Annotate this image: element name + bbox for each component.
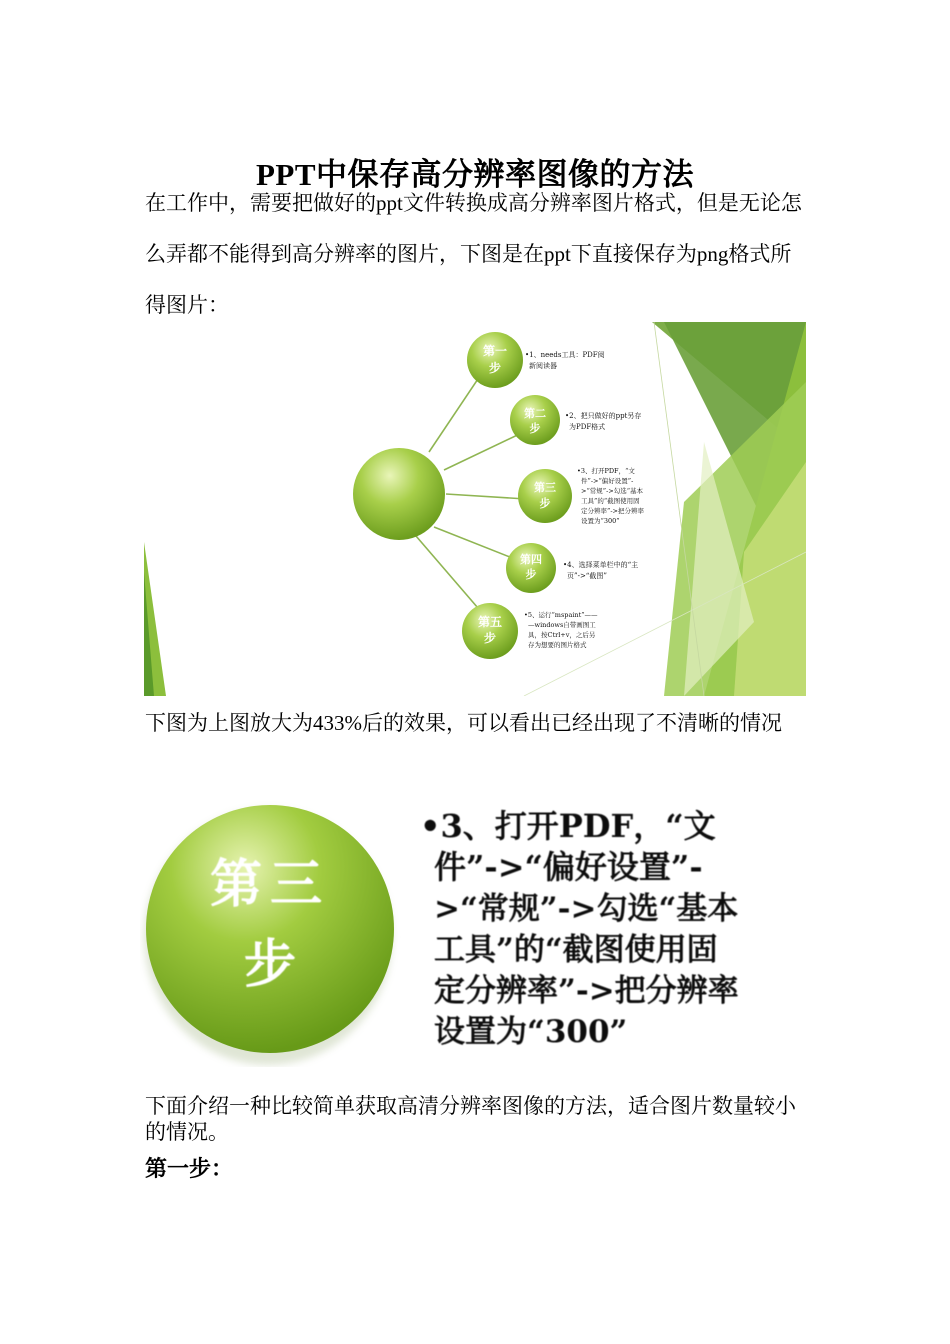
svg-text:•3、打开PDF，“文: •3、打开PDF，“文 (420, 807, 716, 845)
svg-text:步: 步 (483, 631, 497, 645)
svg-text:工具”的“截图使用固: 工具”的“截图使用固 (434, 932, 718, 968)
svg-text:•4、选择菜单栏中的“主: •4、选择菜单栏中的“主 (563, 561, 639, 569)
svg-text:第五: 第五 (477, 615, 503, 629)
svg-text:•2、把只做好的ppt另存: •2、把只做好的ppt另存 (565, 412, 642, 420)
zoomed-circle-label-1: 第三 (209, 854, 331, 915)
step-node-1 (467, 332, 523, 388)
slide-diagram (144, 322, 806, 696)
step-node-2 (510, 395, 560, 445)
svg-text:设置为“300”: 设置为“300” (434, 1014, 628, 1050)
svg-text:件”->“偏好设置”-: 件”->“偏好设置”- (434, 848, 703, 886)
svg-text:步: 步 (539, 497, 551, 510)
svg-text:—windows自带画图工: —windows自带画图工 (528, 621, 596, 629)
central-circle (353, 448, 445, 540)
step-node-4 (506, 543, 556, 593)
svg-text:>“常规”->勾选“基本: >“常规”->勾选“基本 (434, 891, 739, 927)
svg-text:具，按Ctrl+v，之后另: 具，按Ctrl+v，之后另 (528, 631, 596, 639)
svg-text:步: 步 (525, 568, 537, 581)
svg-text:为PDF格式: 为PDF格式 (569, 423, 606, 431)
zoomed-circle-label-2: 步 (243, 934, 297, 995)
svg-text:定分辨率”->把分辨率: 定分辨率”->把分辨率 (581, 507, 644, 515)
svg-text:存为想要的图片格式: 存为想要的图片格式 (528, 641, 587, 649)
svg-text:•5、运行“mspaint”——: •5、运行“mspaint”—— (524, 611, 598, 619)
step-node-3 (518, 469, 572, 523)
svg-text:步: 步 (488, 361, 502, 375)
zoomed-diagram (140, 795, 810, 1067)
svg-text:新阅读器: 新阅读器 (529, 362, 557, 370)
svg-text:件”->“偏好设置”-: 件”->“偏好设置”- (581, 477, 634, 485)
svg-text:工具”的“截图使用固: 工具”的“截图使用固 (581, 497, 640, 505)
slide-image (144, 322, 806, 696)
svg-text:步: 步 (529, 422, 541, 435)
method-intro-paragraph: 下面介绍一种比较简单获取高清分辨率图像的方法，适合图片数量较小的情况。 (145, 1094, 796, 1144)
step-node-5 (462, 603, 518, 659)
svg-text:第三: 第三 (534, 481, 556, 494)
svg-text:第一: 第一 (482, 344, 508, 358)
page-title: PPT中保存高分辨率图像的方法 (255, 156, 695, 192)
zoomed-image (140, 795, 810, 1067)
svg-text:•1、needs工具：PDF阅: •1、needs工具：PDF阅 (525, 351, 605, 359)
step-one-heading: 第一步： (145, 1156, 234, 1181)
svg-text:•3、打开PDF，“文: •3、打开PDF，“文 (577, 467, 635, 475)
svg-text:>“常规”->勾选“基本: >“常规”->勾选“基本 (581, 487, 644, 495)
svg-text:设置为“300”: 设置为“300” (581, 517, 620, 525)
svg-text:第二: 第二 (524, 407, 546, 420)
svg-text:页”->“截图”: 页”->“截图” (567, 572, 607, 580)
zoom-note-paragraph: 下图为上图放大为433%后的效果，可以看出已经出现了不清晰的情况 (145, 711, 782, 735)
zoomed-step-circle (146, 805, 394, 1053)
intro-paragraph: 在工作中，需要把做好的ppt文件转换成高分辨率图片格式，但是无论怎么弄都不能得到高分辨率的图片，下图是在ppt下直接保存为png格式所得图片： (145, 191, 802, 317)
svg-text:第四: 第四 (520, 553, 542, 566)
svg-text:定分辨率”->把分辨率: 定分辨率”->把分辨率 (434, 973, 739, 1009)
